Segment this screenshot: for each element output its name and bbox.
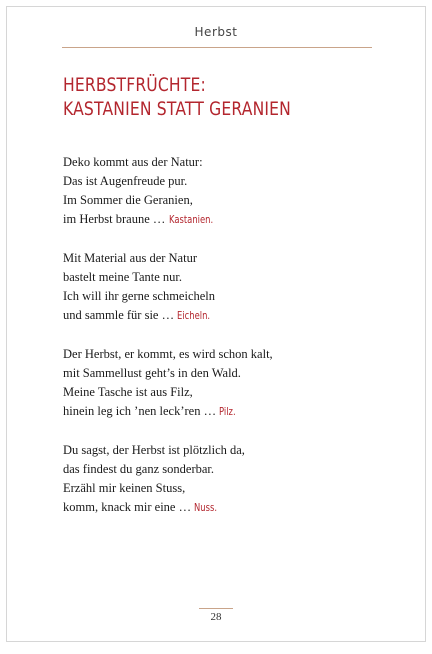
poem-line: das findest du ganz sonderbar. — [63, 462, 215, 476]
poem-line: Meine Tasche ist aus Filz, — [63, 385, 193, 399]
rhyme-answer: Pilz. — [219, 406, 236, 418]
footer-divider — [199, 608, 233, 609]
running-head: Herbst — [194, 25, 238, 39]
line-prefix: und sammle für sie … — [63, 308, 178, 322]
poem-line: Der Herbst, er kommt, es wird schon kalt, — [63, 347, 273, 361]
stanza-3 — [63, 345, 383, 422]
rhyme-answer: Eicheln. — [177, 310, 211, 322]
poem-line: Mit Material aus der Natur — [63, 251, 197, 265]
line-prefix: hinein leg ich ’nen leck’ren … — [63, 404, 220, 418]
page-number: 28 — [210, 611, 222, 623]
rhyme-answer: Nuss. — [194, 502, 218, 514]
line-prefix: im Herbst braune … — [63, 212, 169, 226]
book-page — [6, 6, 426, 642]
title-line-1: HERBSTFRÜCHTE: — [63, 74, 206, 96]
header-divider — [62, 47, 372, 48]
poem-line-last — [63, 498, 383, 518]
stanza-4 — [63, 441, 383, 518]
stanza-1 — [63, 153, 383, 230]
stanza-2 — [63, 249, 383, 326]
poem — [63, 153, 383, 537]
line-prefix: komm, knack mir eine … — [63, 500, 195, 514]
poem-line-last — [63, 306, 383, 326]
poem-line-last — [63, 402, 383, 422]
poem-line-last — [63, 210, 383, 230]
poem-line: Das ist Augenfreude pur. — [63, 174, 188, 188]
poem-line: Erzähl mir keinen Stuss, — [63, 481, 186, 495]
poem-line: Im Sommer die Geranien, — [63, 193, 193, 207]
poem-line: Deko kommt aus der Natur: — [63, 155, 203, 169]
page-title — [63, 73, 325, 121]
poem-line: mit Sammellust geht’s in den Wald. — [63, 366, 241, 380]
title-line-2: KASTANIEN STATT GERANIEN — [63, 98, 291, 120]
rhyme-answer: Kastanien. — [168, 214, 213, 226]
poem-line: bastelt meine Tante nur. — [63, 270, 183, 284]
poem-line: Du sagst, der Herbst ist plötzlich da, — [63, 443, 245, 457]
poem-line: Ich will ihr gerne schmeicheln — [63, 289, 216, 303]
